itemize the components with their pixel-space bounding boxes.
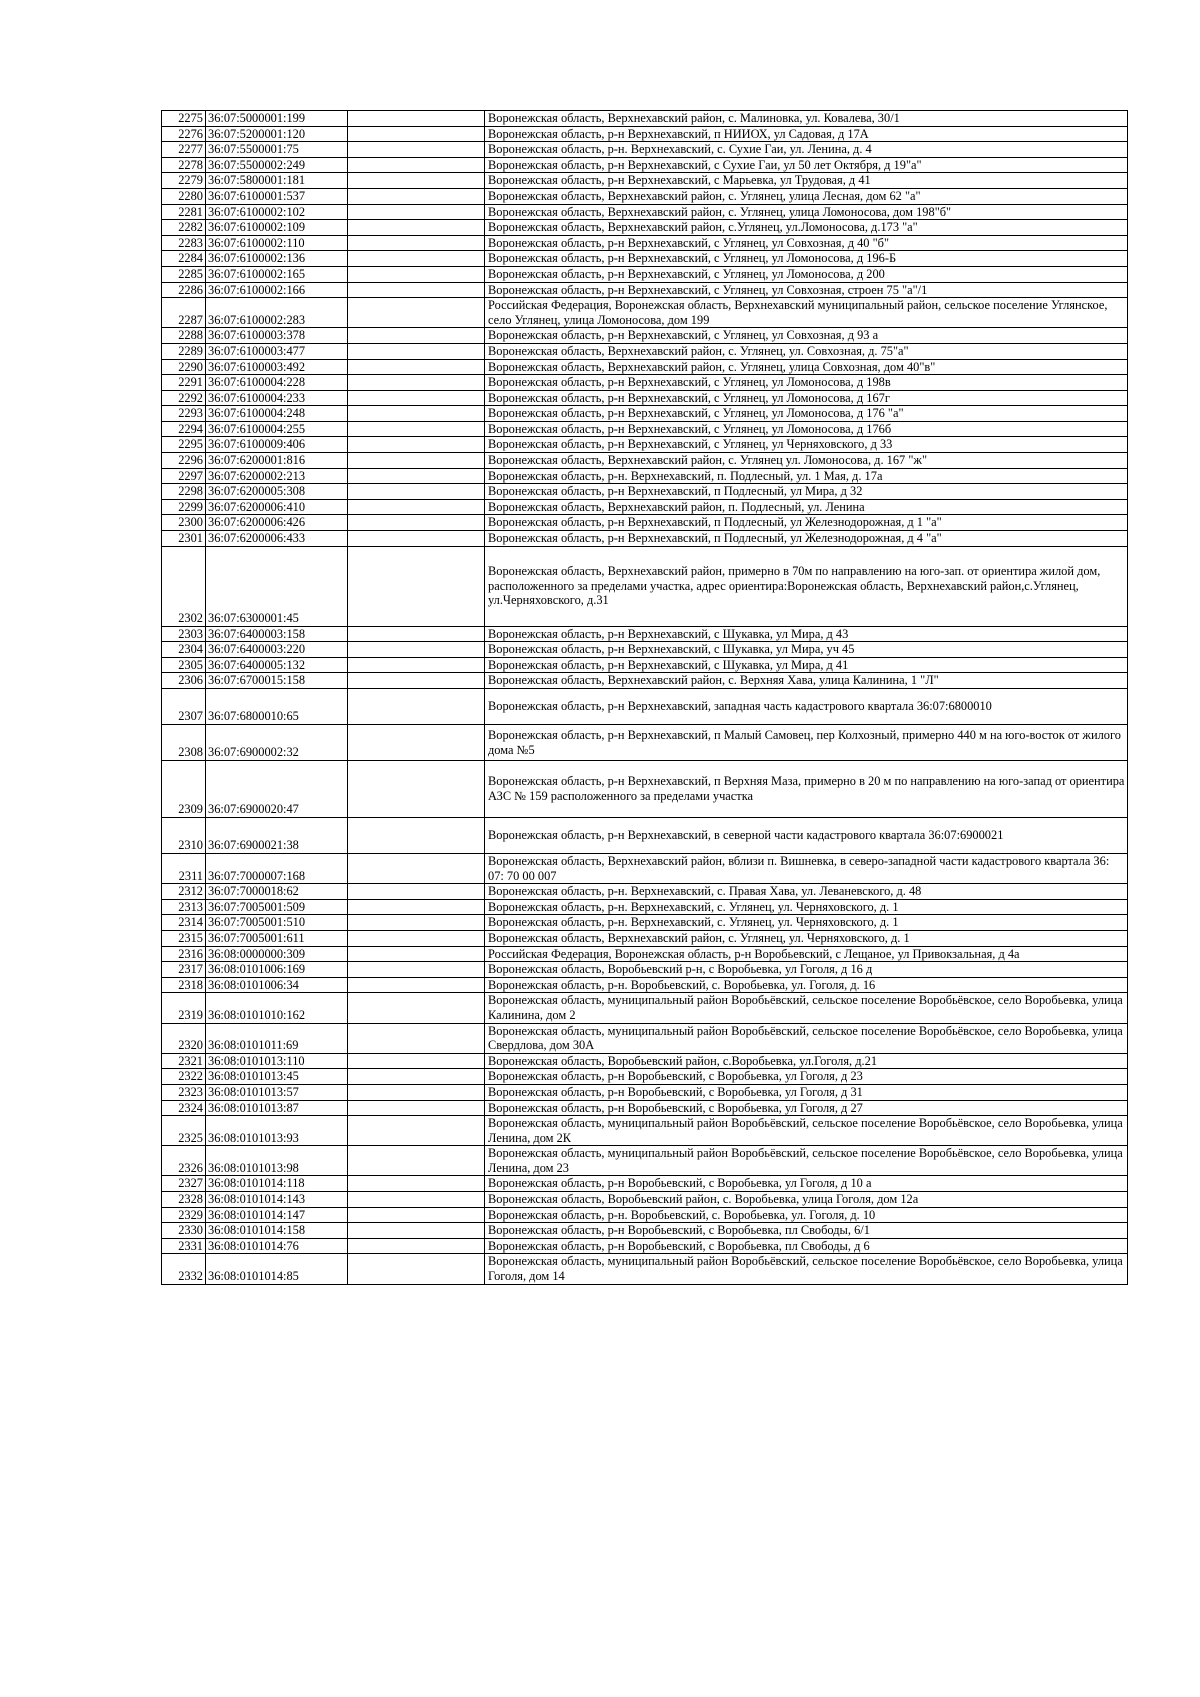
row-number: 2283 — [162, 235, 206, 251]
row-number: 2318 — [162, 977, 206, 993]
empty-cell — [348, 1146, 485, 1176]
table-row — [162, 173, 1128, 189]
table-row — [162, 359, 1128, 375]
address: Воронежская область, р-н Верхнехавский, п Подлесный, ул Железнодорожная, д 1 "а" — [485, 515, 1128, 531]
row-number: 2321 — [162, 1053, 206, 1069]
table-row — [162, 818, 1128, 854]
table-row — [162, 884, 1128, 900]
table-row — [162, 1207, 1128, 1223]
row-number: 2320 — [162, 1023, 206, 1053]
row-number: 2330 — [162, 1223, 206, 1239]
table-row — [162, 899, 1128, 915]
row-number: 2306 — [162, 673, 206, 689]
row-number: 2329 — [162, 1207, 206, 1223]
row-number: 2307 — [162, 689, 206, 725]
row-number: 2316 — [162, 946, 206, 962]
table-row — [162, 1254, 1128, 1284]
row-number: 2301 — [162, 531, 206, 547]
row-number: 2293 — [162, 406, 206, 422]
row-number: 2314 — [162, 915, 206, 931]
row-number: 2297 — [162, 468, 206, 484]
cadastral-number: 36:08:0101014:158 — [206, 1223, 348, 1239]
table-row — [162, 453, 1128, 469]
address: Воронежская область, р-н Верхнехавский, с Шукавка, ул Мира, д 43 — [485, 626, 1128, 642]
cadastral-number: 36:07:7005001:611 — [206, 930, 348, 946]
table-row — [162, 1100, 1128, 1116]
cadastral-number: 36:07:7005001:510 — [206, 915, 348, 931]
address: Воронежская область, Верхнехавский район, вблизи п. Вишневка, в северо-западной части кадастрового квартала 36: 07: 70 00 007 — [485, 854, 1128, 884]
empty-cell — [348, 282, 485, 298]
address: Воронежская область, р-н Верхнехавский, с Углянец, ул Ломоносова, д 167г — [485, 390, 1128, 406]
address: Воронежская область, р-н Верхнехавский, с Углянец, ул Ломоносова, д 176б — [485, 421, 1128, 437]
table-row — [162, 220, 1128, 236]
cadastral-number: 36:08:0101014:76 — [206, 1238, 348, 1254]
empty-cell — [348, 1207, 485, 1223]
empty-cell — [348, 1223, 485, 1239]
empty-cell — [348, 515, 485, 531]
table-row — [162, 977, 1128, 993]
table-row — [162, 1053, 1128, 1069]
address: Воронежская область, р-н Верхнехавский, п Подлесный, ул Мира, д 32 — [485, 484, 1128, 500]
row-number: 2328 — [162, 1192, 206, 1208]
address: Воронежская область, Верхнехавский район, с. Углянец, ул. Черняховского, д. 1 — [485, 930, 1128, 946]
empty-cell — [348, 1176, 485, 1192]
row-number: 2310 — [162, 818, 206, 854]
empty-cell — [348, 266, 485, 282]
cadastral-number: 36:07:5000001:199 — [206, 111, 348, 127]
table-row — [162, 298, 1128, 328]
cadastral-number: 36:07:5500001:75 — [206, 142, 348, 158]
empty-cell — [348, 915, 485, 931]
empty-cell — [348, 657, 485, 673]
row-number: 2324 — [162, 1100, 206, 1116]
cadastral-number: 36:07:6100002:165 — [206, 266, 348, 282]
empty-cell — [348, 531, 485, 547]
empty-cell — [348, 930, 485, 946]
empty-cell — [348, 962, 485, 978]
cadastral-number: 36:07:6100009:406 — [206, 437, 348, 453]
empty-cell — [348, 546, 485, 626]
empty-cell — [348, 220, 485, 236]
address: Воронежская область, Верхнехавский район, с. Верхняя Хава, улица Калинина, 1 "Л" — [485, 673, 1128, 689]
cadastral-number: 36:07:6200002:213 — [206, 468, 348, 484]
cadastral-number: 36:07:6900002:32 — [206, 725, 348, 761]
empty-cell — [348, 390, 485, 406]
address: Воронежская область, р-н Верхнехавский, п НИИОХ, ул Садовая, д 17А — [485, 126, 1128, 142]
address: Воронежская область, р-н Воробьевский, с Воробьевка, ул Гоголя, д 23 — [485, 1069, 1128, 1085]
row-number: 2305 — [162, 657, 206, 673]
cadastral-number: 36:08:0101013:57 — [206, 1084, 348, 1100]
address: Воронежская область, Воробьевский район, с. Воробьевка, улица Гоголя, дом 12а — [485, 1192, 1128, 1208]
empty-cell — [348, 406, 485, 422]
table-row — [162, 499, 1128, 515]
table-row — [162, 343, 1128, 359]
table-row — [162, 282, 1128, 298]
row-number: 2288 — [162, 328, 206, 344]
empty-cell — [348, 993, 485, 1023]
row-number: 2280 — [162, 188, 206, 204]
address: Воронежская область, р-н Верхнехавский, с Углянец, ул Черняховского, д 33 — [485, 437, 1128, 453]
cadastral-number: 36:07:6100002:166 — [206, 282, 348, 298]
table-row — [162, 1084, 1128, 1100]
empty-cell — [348, 725, 485, 761]
address: Воронежская область, Верхнехавский район, с. Углянец, улица Ломоносова, дом 198"б" — [485, 204, 1128, 220]
row-number: 2315 — [162, 930, 206, 946]
table-row — [162, 515, 1128, 531]
row-number: 2311 — [162, 854, 206, 884]
address: Воронежская область, Верхнехавский район, с. Углянец, ул. Совхозная, д. 75"а" — [485, 343, 1128, 359]
row-number: 2291 — [162, 375, 206, 391]
table-row — [162, 421, 1128, 437]
table-row — [162, 531, 1128, 547]
table-row — [162, 1176, 1128, 1192]
cadastral-number: 36:07:6200006:410 — [206, 499, 348, 515]
cadastral-number: 36:07:6200006:433 — [206, 531, 348, 547]
row-number: 2290 — [162, 359, 206, 375]
table-row — [162, 854, 1128, 884]
empty-cell — [348, 1069, 485, 1085]
table-row — [162, 1223, 1128, 1239]
table-row — [162, 235, 1128, 251]
row-number: 2323 — [162, 1084, 206, 1100]
address: Воронежская область, р-н Верхнехавский, п Малый Самовец, пер Колхозный, примерно 440 м на юго-восток от жилого дома №5 — [485, 725, 1128, 761]
row-number: 2289 — [162, 343, 206, 359]
row-number: 2298 — [162, 484, 206, 500]
empty-cell — [348, 626, 485, 642]
cadastral-number: 36:08:0101014:118 — [206, 1176, 348, 1192]
empty-cell — [348, 421, 485, 437]
cadastral-number: 36:07:6100002:109 — [206, 220, 348, 236]
row-number: 2313 — [162, 899, 206, 915]
row-number: 2275 — [162, 111, 206, 127]
row-number: 2304 — [162, 642, 206, 658]
cadastral-number: 36:07:6900021:38 — [206, 818, 348, 854]
address: Воронежская область, р-н Верхнехавский, с Марьевка, ул Трудовая, д 41 — [485, 173, 1128, 189]
address: Российская Федерация, Воронежская область, Верхнехавский муниципальный район, сельское поселение Углянское, село Углянец, улица Ломоносова, дом 199 — [485, 298, 1128, 328]
address: Воронежская область, р-н. Верхнехавский, п. Подлесный, ул. 1 Мая, д. 17а — [485, 468, 1128, 484]
empty-cell — [348, 142, 485, 158]
cadastral-number: 36:07:6100001:537 — [206, 188, 348, 204]
cadastral-number: 36:07:7000007:168 — [206, 854, 348, 884]
cadastral-number: 36:08:0101014:85 — [206, 1254, 348, 1284]
address: Воронежская область, р-н. Верхнехавский, с. Углянец, ул. Черняховского, д. 1 — [485, 915, 1128, 931]
cadastral-number: 36:08:0101013:93 — [206, 1116, 348, 1146]
address: Воронежская область, р-н Верхнехавский, с Углянец, ул Ломоносова, д 196-Б — [485, 251, 1128, 267]
table-row — [162, 157, 1128, 173]
cadastral-number: 36:07:6400003:158 — [206, 626, 348, 642]
empty-cell — [348, 126, 485, 142]
table-row — [162, 1146, 1128, 1176]
address: Воронежская область, р-н Верхнехавский, с Углянец, ул Ломоносова, д 200 — [485, 266, 1128, 282]
empty-cell — [348, 251, 485, 267]
empty-cell — [348, 1254, 485, 1284]
empty-cell — [348, 468, 485, 484]
table-row — [162, 406, 1128, 422]
address: Воронежская область, р-н Верхнехавский, в северной части кадастрового квартала 36:07:6900021 — [485, 818, 1128, 854]
cadastral-number: 36:07:5500002:249 — [206, 157, 348, 173]
address: Воронежская область, р-н Верхнехавский, с Углянец, ул Совхозная, д 40 "б" — [485, 235, 1128, 251]
address: Воронежская область, муниципальный район Воробьёвский, сельское поселение Воробьёвское, село Воробьевка, улица Калинина, дом 2 — [485, 993, 1128, 1023]
table-row — [162, 251, 1128, 267]
address: Воронежская область, Воробьевский район, с.Воробьевка, ул.Гоголя, д.21 — [485, 1053, 1128, 1069]
table-row — [162, 468, 1128, 484]
empty-cell — [348, 1116, 485, 1146]
empty-cell — [348, 689, 485, 725]
table-row — [162, 642, 1128, 658]
address: Воронежская область, муниципальный район Воробьёвский, сельское поселение Воробьёвское, село Воробьевка, улица Свердлова, дом 30А — [485, 1023, 1128, 1053]
cadastral-number: 36:08:0101014:147 — [206, 1207, 348, 1223]
table-row — [162, 266, 1128, 282]
address: Воронежская область, Верхнехавский район, с. Углянец ул. Ломоносова, д. 167 "ж" — [485, 453, 1128, 469]
table-row — [162, 1238, 1128, 1254]
row-number: 2286 — [162, 282, 206, 298]
cadastral-number: 36:07:5200001:120 — [206, 126, 348, 142]
cadastral-number: 36:07:6100003:378 — [206, 328, 348, 344]
empty-cell — [348, 1100, 485, 1116]
row-number: 2287 — [162, 298, 206, 328]
row-number: 2295 — [162, 437, 206, 453]
cadastral-number: 36:07:6800010:65 — [206, 689, 348, 725]
table-row — [162, 328, 1128, 344]
address: Воронежская область, р-н. Верхнехавский, с. Углянец, ул. Черняховского, д. 1 — [485, 899, 1128, 915]
empty-cell — [348, 1053, 485, 1069]
cadastral-number: 36:07:6300001:45 — [206, 546, 348, 626]
address: Воронежская область, р-н Верхнехавский, с Углянец, ул Ломоносова, д 198в — [485, 375, 1128, 391]
cadastral-number: 36:07:6100004:233 — [206, 390, 348, 406]
address: Воронежская область, р-н. Верхнехавский, с. Сухие Гаи, ул. Ленина, д. 4 — [485, 142, 1128, 158]
row-number: 2285 — [162, 266, 206, 282]
row-number: 2277 — [162, 142, 206, 158]
empty-cell — [348, 673, 485, 689]
table-row — [162, 915, 1128, 931]
empty-cell — [348, 899, 485, 915]
table-row — [162, 689, 1128, 725]
cadastral-number: 36:08:0101013:98 — [206, 1146, 348, 1176]
empty-cell — [348, 642, 485, 658]
address: Воронежская область, р-н Воробьевский, с Воробьевка, пл Свободы, 6/1 — [485, 1223, 1128, 1239]
table-row — [162, 390, 1128, 406]
address: Воронежская область, р-н Верхнехавский, с Углянец, ул Ломоносова, д 176 "а" — [485, 406, 1128, 422]
table-row — [162, 126, 1128, 142]
table-row — [162, 1116, 1128, 1146]
table-body — [162, 111, 1128, 1285]
address: Воронежская область, муниципальный район Воробьёвский, сельское поселение Воробьёвское, село Воробьевка, улица Ленина, дом 23 — [485, 1146, 1128, 1176]
empty-cell — [348, 157, 485, 173]
row-number: 2327 — [162, 1176, 206, 1192]
cadastral-number: 36:08:0101006:169 — [206, 962, 348, 978]
address: Воронежская область, Верхнехавский район, с. Углянец, улица Лесная, дом 62 "а" — [485, 188, 1128, 204]
empty-cell — [348, 499, 485, 515]
address: Воронежская область, р-н Верхнехавский, с Сухие Гаи, ул 50 лет Октября, д 19"а" — [485, 157, 1128, 173]
row-number: 2302 — [162, 546, 206, 626]
address: Воронежская область, Верхнехавский район, п. Подлесный, ул. Ленина — [485, 499, 1128, 515]
cadastral-number: 36:07:6100002:283 — [206, 298, 348, 328]
cadastral-number: 36:07:6200005:308 — [206, 484, 348, 500]
address: Воронежская область, муниципальный район Воробьёвский, сельское поселение Воробьёвское, село Воробьевка, улица Гоголя, дом 14 — [485, 1254, 1128, 1284]
row-number: 2294 — [162, 421, 206, 437]
table-row — [162, 188, 1128, 204]
row-number: 2292 — [162, 390, 206, 406]
cadastral-number: 36:08:0101006:34 — [206, 977, 348, 993]
empty-cell — [348, 111, 485, 127]
row-number: 2331 — [162, 1238, 206, 1254]
cadastral-number: 36:07:6100003:477 — [206, 343, 348, 359]
address: Воронежская область, р-н Верхнехавский, с Углянец, ул Совхозная, строен 75 "а"/1 — [485, 282, 1128, 298]
address: Воронежская область, р-н. Воробьевский, с. Воробьевка, ул. Гоголя, д. 16 — [485, 977, 1128, 993]
row-number: 2325 — [162, 1116, 206, 1146]
table-row — [162, 111, 1128, 127]
table-row — [162, 761, 1128, 818]
cadastral-number: 36:07:6100002:110 — [206, 235, 348, 251]
cadastral-number: 36:08:0101014:143 — [206, 1192, 348, 1208]
cadastral-number: 36:08:0101013:45 — [206, 1069, 348, 1085]
cadastral-number: 36:08:0101011:69 — [206, 1023, 348, 1053]
cadastral-number: 36:07:6200001:816 — [206, 453, 348, 469]
cadastral-number: 36:07:6100004:255 — [206, 421, 348, 437]
empty-cell — [348, 1238, 485, 1254]
empty-cell — [348, 884, 485, 900]
empty-cell — [348, 343, 485, 359]
row-number: 2276 — [162, 126, 206, 142]
empty-cell — [348, 437, 485, 453]
table-row — [162, 673, 1128, 689]
row-number: 2326 — [162, 1146, 206, 1176]
address: Воронежская область, р-н. Воробьевский, с. Воробьевка, ул. Гоголя, д. 10 — [485, 1207, 1128, 1223]
table-row — [162, 204, 1128, 220]
cadastral-number: 36:07:6100002:136 — [206, 251, 348, 267]
cadastral-number: 36:07:6200006:426 — [206, 515, 348, 531]
table-row — [162, 962, 1128, 978]
row-number: 2309 — [162, 761, 206, 818]
cadastral-number: 36:07:5800001:181 — [206, 173, 348, 189]
row-number: 2317 — [162, 962, 206, 978]
address: Воронежская область, р-н Верхнехавский, с Шукавка, ул Мира, уч 45 — [485, 642, 1128, 658]
address: Воронежская область, р-н Верхнехавский, с Углянец, ул Совхозная, д 93 а — [485, 328, 1128, 344]
row-number: 2296 — [162, 453, 206, 469]
empty-cell — [348, 854, 485, 884]
cadastral-number: 36:07:6900020:47 — [206, 761, 348, 818]
table-row — [162, 993, 1128, 1023]
address: Воронежская область, р-н Верхнехавский, п Подлесный, ул Железнодорожная, д 4 "а" — [485, 531, 1128, 547]
empty-cell — [348, 453, 485, 469]
row-number: 2332 — [162, 1254, 206, 1284]
row-number: 2300 — [162, 515, 206, 531]
table-row — [162, 930, 1128, 946]
row-number: 2282 — [162, 220, 206, 236]
empty-cell — [348, 173, 485, 189]
address: Воронежская область, муниципальный район Воробьёвский, сельское поселение Воробьёвское, село Воробьевка, улица Ленина, дом 2К — [485, 1116, 1128, 1146]
table-row — [162, 437, 1128, 453]
cadastral-number: 36:07:6100002:102 — [206, 204, 348, 220]
empty-cell — [348, 1084, 485, 1100]
empty-cell — [348, 977, 485, 993]
row-number: 2322 — [162, 1069, 206, 1085]
cadastral-number: 36:08:0101013:87 — [206, 1100, 348, 1116]
empty-cell — [348, 188, 485, 204]
table-row — [162, 626, 1128, 642]
empty-cell — [348, 204, 485, 220]
empty-cell — [348, 946, 485, 962]
empty-cell — [348, 328, 485, 344]
empty-cell — [348, 1192, 485, 1208]
cadastral-number: 36:07:6400003:220 — [206, 642, 348, 658]
cadastral-number: 36:07:6100003:492 — [206, 359, 348, 375]
address: Воронежская область, Верхнехавский район, с. Малиновка, ул. Ковалева, 30/1 — [485, 111, 1128, 127]
row-number: 2319 — [162, 993, 206, 1023]
cadastral-number: 36:08:0101010:162 — [206, 993, 348, 1023]
address: Воронежская область, р-н. Верхнехавский, с. Правая Хава, ул. Леваневского, д. 48 — [485, 884, 1128, 900]
table-row — [162, 546, 1128, 626]
cadastral-number: 36:07:6100004:228 — [206, 375, 348, 391]
cadastral-number: 36:08:0000000:309 — [206, 946, 348, 962]
table-row — [162, 1192, 1128, 1208]
empty-cell — [348, 375, 485, 391]
address: Воронежская область, Верхнехавский район, с.Углянец, ул.Ломоносова, д.173 "а" — [485, 220, 1128, 236]
address: Воронежская область, р-н Верхнехавский, п Верхняя Маза, примерно в 20 м по направлению на юго-запад от ориентира АЗС № 159 расположенного за пределами участка — [485, 761, 1128, 818]
row-number: 2278 — [162, 157, 206, 173]
address: Воронежская область, р-н Воробьевский, с Воробьевка, ул Гоголя, д 27 — [485, 1100, 1128, 1116]
address: Воронежская область, Воробьевский р-н, с Воробьевка, ул Гоголя, д 16 д — [485, 962, 1128, 978]
address: Воронежская область, Верхнехавский район, с. Углянец, улица Совхозная, дом 40"в" — [485, 359, 1128, 375]
table-row — [162, 657, 1128, 673]
cadastral-number: 36:07:6100004:248 — [206, 406, 348, 422]
table-row — [162, 142, 1128, 158]
address: Воронежская область, р-н Воробьевский, с Воробьевка, пл Свободы, д 6 — [485, 1238, 1128, 1254]
cadastral-number: 36:07:6400005:132 — [206, 657, 348, 673]
table-row — [162, 1069, 1128, 1085]
address: Воронежская область, Верхнехавский район, примерно в 70м по направлению на юго-зап. от ориентира жилой дом, расположенного за пределами участка, адрес ориентира:Воронежская область, Верхнехавский район,с.Углянец, ул.Черняховского, д.31 — [485, 546, 1128, 626]
table-row — [162, 725, 1128, 761]
cadastral-number: 36:07:6700015:158 — [206, 673, 348, 689]
address: Российская Федерация, Воронежская область, р-н Воробьевский, с Лещаное, ул Привокзальная, д 4а — [485, 946, 1128, 962]
table-row — [162, 946, 1128, 962]
row-number: 2281 — [162, 204, 206, 220]
empty-cell — [348, 359, 485, 375]
address: Воронежская область, р-н Воробьевский, с Воробьевка, ул Гоголя, д 10 а — [485, 1176, 1128, 1192]
row-number: 2299 — [162, 499, 206, 515]
row-number: 2308 — [162, 725, 206, 761]
empty-cell — [348, 761, 485, 818]
empty-cell — [348, 818, 485, 854]
row-number: 2284 — [162, 251, 206, 267]
row-number: 2303 — [162, 626, 206, 642]
cadastral-number: 36:07:7000018:62 — [206, 884, 348, 900]
property-table — [161, 110, 1128, 1285]
empty-cell — [348, 1023, 485, 1053]
row-number: 2279 — [162, 173, 206, 189]
empty-cell — [348, 298, 485, 328]
empty-cell — [348, 235, 485, 251]
cadastral-number: 36:08:0101013:110 — [206, 1053, 348, 1069]
address: Воронежская область, р-н Воробьевский, с Воробьевка, ул Гоголя, д 31 — [485, 1084, 1128, 1100]
address: Воронежская область, р-н Верхнехавский, западная часть кадастрового квартала 36:07:6800010 — [485, 689, 1128, 725]
empty-cell — [348, 484, 485, 500]
address: Воронежская область, р-н Верхнехавский, с Шукавка, ул Мира, д 41 — [485, 657, 1128, 673]
table-row — [162, 375, 1128, 391]
table-row — [162, 1023, 1128, 1053]
cadastral-number: 36:07:7005001:509 — [206, 899, 348, 915]
table-row — [162, 484, 1128, 500]
row-number: 2312 — [162, 884, 206, 900]
